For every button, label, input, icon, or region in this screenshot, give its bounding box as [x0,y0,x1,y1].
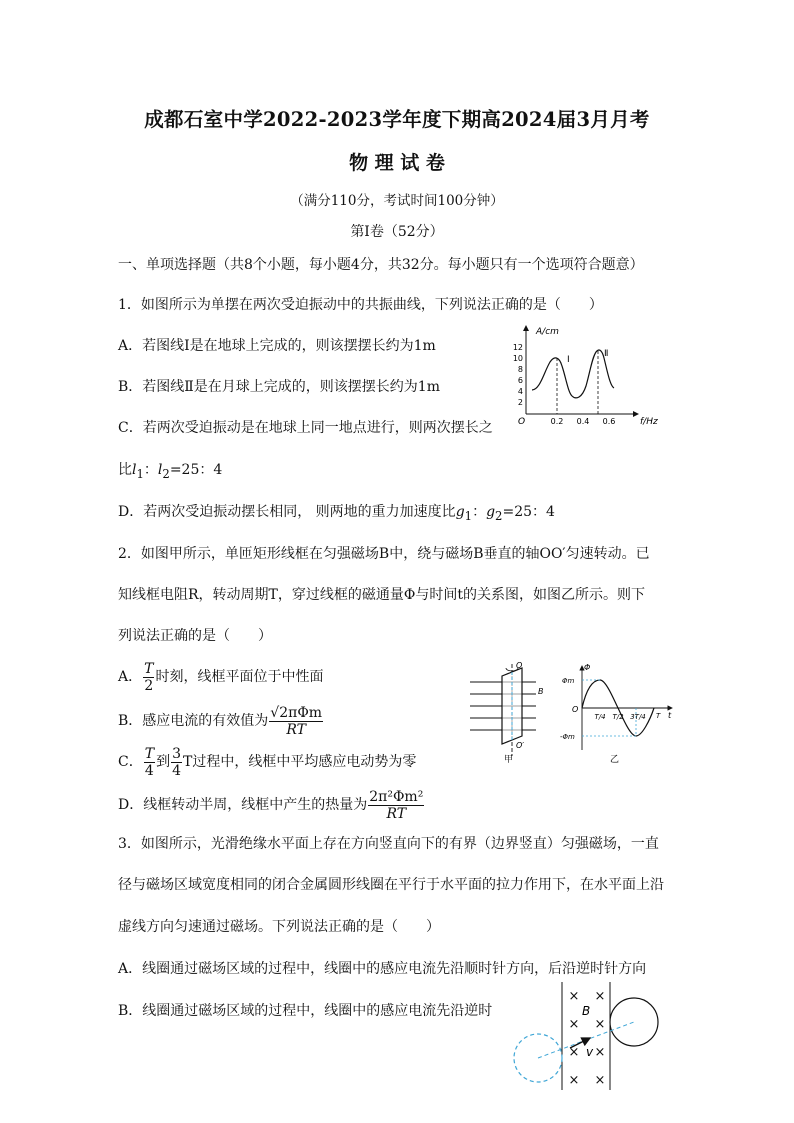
neg-phim-label: -Φm [560,733,575,741]
tick-3t4: 3T/4 [630,713,646,721]
q2-option-a: A． $\frac{T}{2}$ 时刻，线框平面位于中性面 [118,660,324,694]
velocity-label: v [586,1045,594,1059]
y-tick: 8 [517,365,523,374]
fraction: $\frac{\text{√2πΦm}}{RT}$ [270,704,323,738]
x-tick: 0.2 [550,417,564,426]
q2-stem-line2: 知线框电阻R，转动周期T，穿过线框的磁通量Φ与时间t的关系图，如图乙所示。则下 [118,587,645,603]
fraction: $\frac{\text{2π²Φm²}}{RT}$ [369,788,424,822]
origin-label: O [572,705,579,714]
q2-flux-graph [560,660,680,764]
q3-stem-line2: 径与磁场区域宽度相同的闭合金属圆形线圈在平行于水平面的拉力作用下，在水平面上沿 [118,877,664,893]
q2-frame-figure [466,660,556,764]
q2-option-d: D．线框转动半周，线框中产生的热量为 $\frac{\text{2π²Φm²}}{RT}$ [118,788,424,822]
resonance-curves [532,350,614,398]
q3-option-b: B．线圈通过磁场区域的过程中，线圈中的感应电流先沿逆时 [118,1003,493,1019]
curve-i-label: Ⅰ [567,355,570,365]
y-tick: 12 [512,343,523,352]
q1-option-b: B．若图线Ⅱ是在月球上完成的，则该摆摆长约为1m [118,379,440,395]
curve-ii-label: Ⅱ [604,349,609,359]
y-axis-label: A/cm [536,327,559,337]
q1-option-c-line2: 比$l_1$：$l_2=25$：4 [118,462,223,481]
tick-t4: T/4 [594,713,606,721]
t-label: t [668,711,672,720]
fraction: $\frac{3}{4}$ [172,745,181,779]
axis-o-prime-label: O′ [516,741,525,750]
y-tick: 2 [517,398,523,407]
exam-subject: 物 理 试 卷 [349,152,445,174]
exam-title: 成都石室中学2022-2023学年度下期高2024届3月月考 [144,108,650,131]
phim-label: Φm [562,677,575,685]
exam-note: （满分110分，考试时间100分钟） [290,193,504,209]
field-x-mark: × [568,1017,580,1032]
q2-stem-line1: 2．如图甲所示，单匝矩形线框在匀强磁场B中，绕与磁场B垂直的轴OO′匀速转动。已 [118,546,650,562]
q1-option-c-line1: C．若两次受迫振动是在地球上同一地点进行，则两次摆长之 [118,420,493,436]
x-tick: 0.4 [576,417,590,426]
axis-o-label: O [516,661,523,670]
y-tick: 10 [512,354,523,363]
q1-option-a: A．若图线Ⅰ是在地球上完成的，则该摆摆长约为1m [118,338,436,354]
q3-stem-line1: 3．如图所示，光滑绝缘水平面上存在方向竖直向下的有界（边界竖直）匀强磁场，一直 [118,836,659,852]
fig-yi-label: 乙 [610,755,620,764]
phi-label: Φ [584,663,591,672]
field-b-label: B [582,1004,591,1018]
q1-option-d: D．若两次受迫振动摆长相同， 则两地的重力加速度比$g_1$：$g_2=25$：4 [118,504,555,523]
field-x-mark: × [594,989,606,1004]
origin-label: O [518,417,526,427]
T-label: T [656,712,661,720]
x-axis-label: f/Hz [640,417,658,427]
q1-stem: 1．如图所示为单摆在两次受迫振动中的共振曲线，下列说法正确的是（ ） [118,297,603,313]
field-x-mark: × [568,989,580,1004]
section-heading: 一、单项选择题（共8个小题，每小题4分，共32分。每小题只有一个选项符合题意） [118,257,644,273]
x-tick: 0.6 [602,417,616,426]
q3-option-a: A．线圈通过磁场区域的过程中，线圈中的感应电流先沿顺时针方向，后沿逆时针方向 [118,961,647,977]
volume-heading: 第Ⅰ卷（52分） [350,224,444,240]
q2-stem-line3: 列说法正确的是（ ） [118,628,272,644]
fraction: $\frac{T}{4}$ [144,745,155,779]
field-x-mark: × [594,1017,606,1032]
field-b-label: B [538,687,544,696]
field-x-mark: × [568,1045,580,1060]
y-tick: 6 [517,376,523,385]
field-x-mark: × [568,1073,580,1088]
y-tick: 4 [517,387,523,396]
q3-field-figure [512,982,664,1092]
tick-t2: T/2 [612,713,624,721]
field-x-mark: × [594,1045,606,1060]
q2-option-c: C． $\frac{T}{4}$ 到 $\frac{3}{4}$ T过程中，线框中平均感应电动势为零 [118,745,417,779]
q1-resonance-chart [510,320,670,432]
q2-option-b: B．感应电流的有效值为 $\frac{\text{√2πΦm}}{RT}$ [118,704,323,738]
fig-jia-label: 甲 [504,755,514,764]
fraction: $\frac{T}{2}$ [144,660,154,694]
field-x-mark: × [594,1073,606,1088]
q3-stem-line3: 虚线方向匀速通过磁场。下列说法正确的是（ ） [118,919,440,935]
